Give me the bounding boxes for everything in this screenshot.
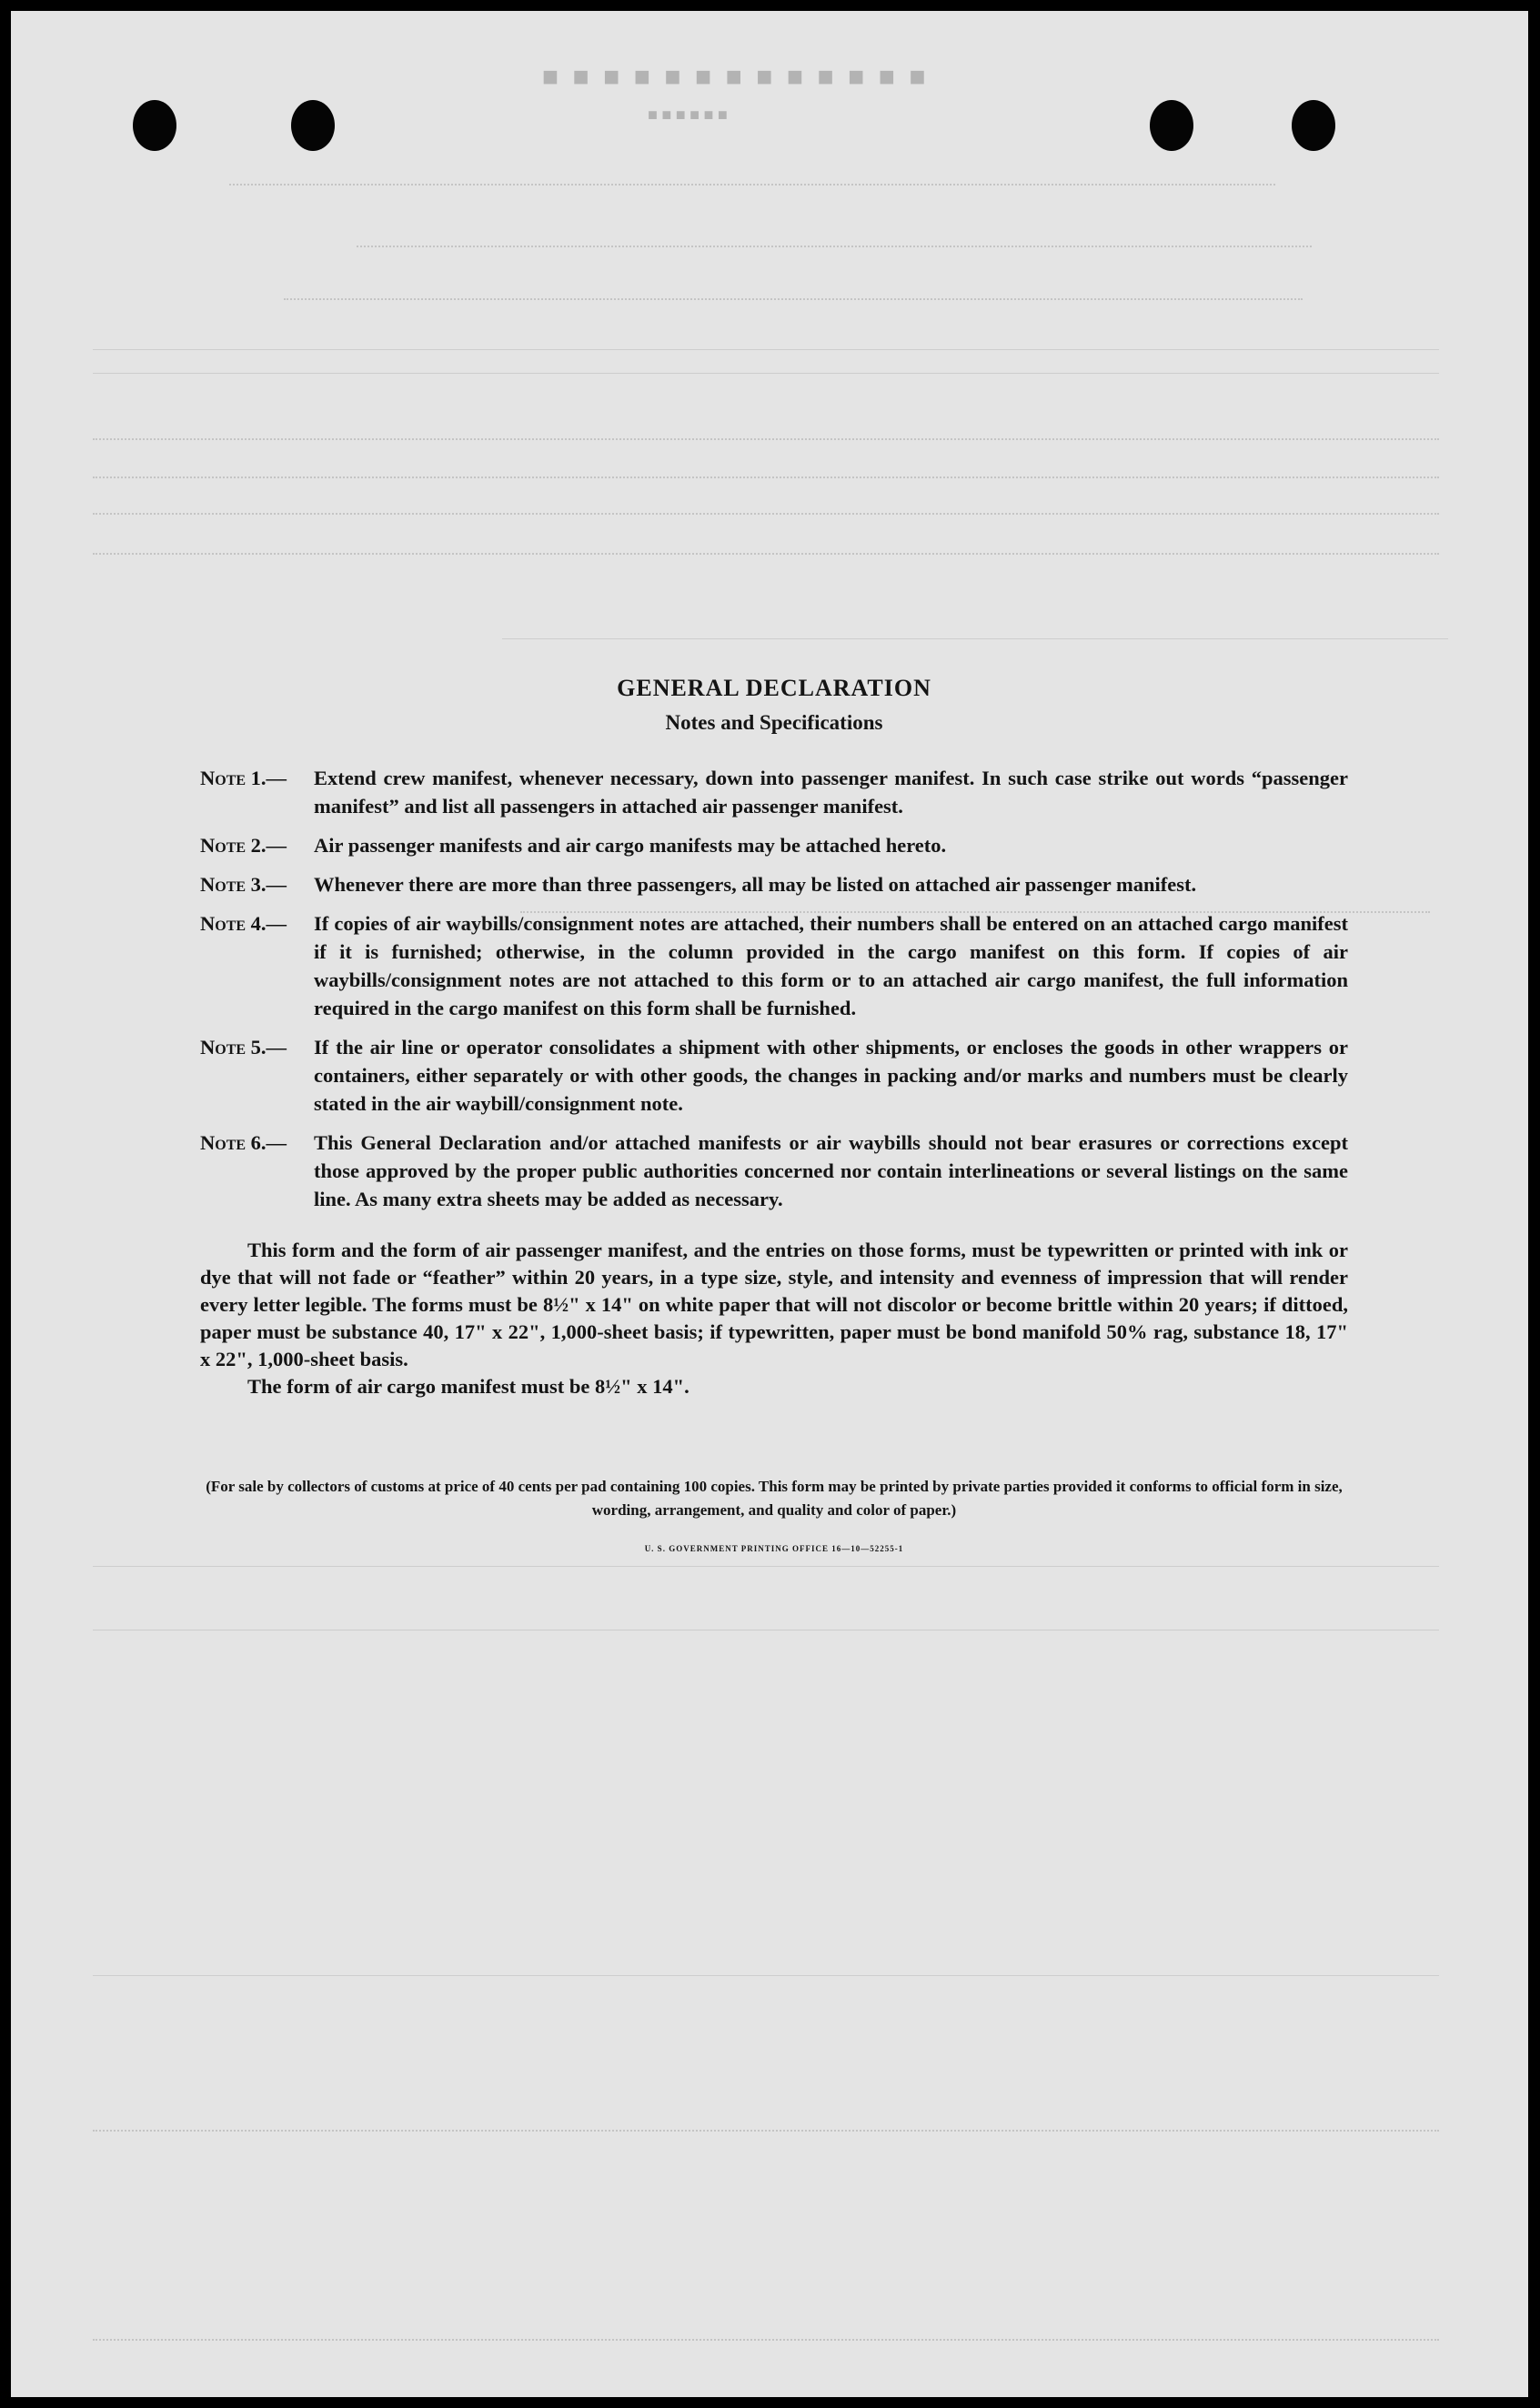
note-text: This General Declaration and/or attached manifests or air waybills should not bear erasures or corrections except those approved by the proper public authorities concerned nor contain interlineations or several listings on the same line. As many extra sheets may be added as necessary.: [314, 1131, 1348, 1210]
punch-hole-right-2: [1292, 100, 1335, 151]
notes-content: [200, 666, 1348, 1553]
note-text: If the air line or operator consolidates a shipment with other shipments, or encloses the goods in other wrappers or containers, either separately or with other goods, the changes in packing and/or marks and numbers must be clearly stated in the air waybill/consignment note.: [314, 1036, 1348, 1115]
specification-paragraph: This form and the form of air passenger manifest, and the entries on those forms, must be typewritten or printed with ink or dye that will not fade or “feather” within 20 years, in a type size, style, and intensity and evenness of impression that will render every letter legible. The forms must be 8½" x 14" on white paper that will not discolor or become brittle within 20 years; if dittoed, paper must be substance 40, 17" x 22", 1,000-sheet basis; if typewritten, paper must be bond manifold 50% rag, substance 18, 17" x 22", 1,000-sheet basis.: [200, 1239, 1348, 1370]
document-page: ■ ■ ■ ■ ■ ■ ■ ■ ■ ■ ■ ■ ■ ■ ■ ■ ■ ■ ■ GENERAL DECLARATION Notes and Specifications Note 1.— Extend crew manifest, whenever necessary, down into passenger manifest. In such case strike out words “passenger manifest” and list all passengers in attached air passenger manifest. Note 2.— Air passenger manifests and air cargo manifests may be attached hereto. Note 3.— Whenever there are more than three passengers, all may be listed on attached air passenger manifest. Note 4.— If copies of air waybills/consignment notes are attached, their numbers shall be entered on an attached cargo manifest if it is furnished; otherwise, in the column provided in the cargo manifest on this form. If copies of air waybills/consignment notes are not attached to this form or to an attached air cargo manifest, the full information required in the cargo manifest on this form shall be furnished. Note 5.— If the air line or operator consolidates a shipment with other shipments, or encloses the goods in other wrappers or containers, either separately or with other goods, the changes in packing and/or marks and numbers must be clearly stated in the air waybill/consignment note. Note 6.— This General Declaration and/or attached manifests or air waybills should not bear erasures or corrections except those approved by the proper public authorities concerned nor contain interlineations or several listings on the same line. As many extra sheets may be added as necessary. This form and the form of air passenger manifest, and the entries on those forms, must be typewritten or printed with ink or dye that will not fade or “feather” within 20 years, in a type size, style, and intensity and evenness of impression that will render every letter legible. The forms must be 8½" x 14" on white paper that will not discolor or become brittle within 20 years; if dittoed, paper must be substance 40, 17" x 22", 1,000-sheet basis; if typewritten, paper must be bond manifold 50% rag, substance 18, 17" x 22", 1,000-sheet basis. The form of air cargo manifest must be 8½" x 14". (For sale by collectors of customs at price of 40 cents per pad containing 100 copies. This form may be printed by private parties provided it conforms to official form in size, wording, arrangement, and quality and color of paper.) U. S. GOVERNMENT PRINTING OFFICE 16—10—52255-1: [11, 11, 1528, 2397]
note-2: [200, 831, 1348, 859]
note-text: Air passenger manifests and air cargo manifests may be attached hereto.: [314, 834, 947, 857]
note-label: Note 2.—: [200, 834, 287, 857]
punch-hole-left-1: [133, 100, 176, 151]
cargo-size-line: The form of air cargo manifest must be 8½" x 14".: [247, 1375, 689, 1398]
page-subtitle: Notes and Specifications: [665, 711, 883, 734]
note-text: Whenever there are more than three passengers, all may be listed on attached air passenger manifest.: [314, 873, 1197, 896]
printing-office-line: U. S. GOVERNMENT PRINTING OFFICE 16—10—52255-1: [644, 1544, 904, 1553]
page-title: GENERAL DECLARATION: [617, 675, 931, 701]
note-5: [200, 1033, 1348, 1118]
note-label: Note 6.—: [200, 1131, 287, 1154]
note-3: [200, 870, 1348, 898]
note-text: If copies of air waybills/consignment notes are attached, their numbers shall be entered on an attached cargo manifest if it is furnished; otherwise, in the column provided in the cargo manifest on this form. If copies of air waybills/consignment notes are not attached to this form or to an attached air cargo manifest, the full information required in the cargo manifest on this form shall be furnished.: [314, 912, 1348, 1019]
note-1: [200, 764, 1348, 820]
note-label: Note 5.—: [200, 1036, 287, 1059]
note-label: Note 3.—: [200, 873, 287, 896]
note-4: [200, 909, 1348, 1022]
note-label: Note 1.—: [200, 767, 287, 789]
note-label: Note 4.—: [200, 912, 287, 935]
punch-hole-right-1: [1150, 100, 1193, 151]
sale-notice: (For sale by collectors of customs at price of 40 cents per pad containing 100 copies. This form may be printed by private parties provided it conforms to official form in size, wording, arrangement, and quality and color of paper.): [206, 1478, 1343, 1519]
punch-hole-left-2: [291, 100, 335, 151]
note-text: Extend crew manifest, whenever necessary, down into passenger manifest. In such case strike out words “passenger manifest” and list all passengers in attached air passenger manifest.: [314, 767, 1348, 818]
note-6: [200, 1129, 1348, 1213]
